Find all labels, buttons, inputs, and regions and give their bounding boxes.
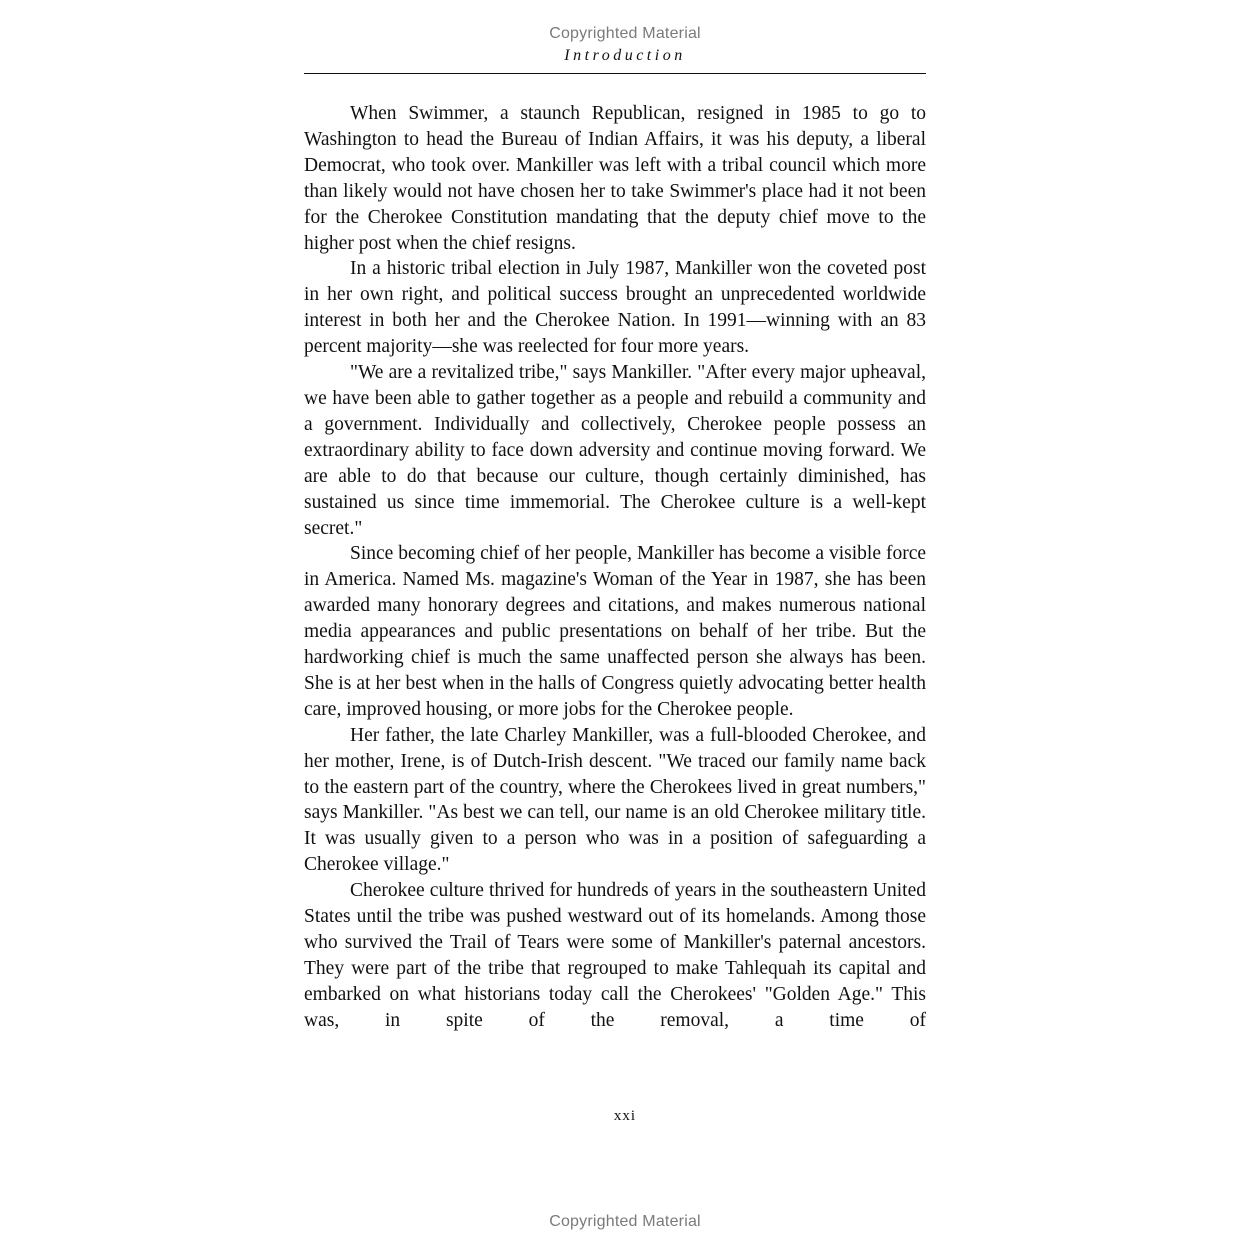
watermark-top: Copyrighted Material <box>549 25 701 42</box>
paragraph-last: Cherokee culture thrived for hundreds of years in the southeastern United States until the tribe was pushed westward out of its homelands. Among those who survived the Trail of Tears were some of Mankiller's paternal ancestors. They were part of the tribe that regrouped to make Tahlequah its capital and embarked on what historians today call the Cherokees' "Golden Age." This was, in spite of the removal, a time of <box>304 880 926 1031</box>
header-rule <box>304 73 926 74</box>
body-text <box>304 101 926 1034</box>
paragraph: Since becoming chief of her people, Mankiller has become a visible force in America. Named Ms. magazine's Woman of the Year in 1987, she has been awarded many honorary degrees and citations, and makes numerous national media appearances and public presentations on behalf of her tribe. But the hardworking chief is much the same unaffected person she always has been. She is at her best when in the halls of Congress quietly advocating better health care, improved housing, or more jobs for the Cherokee people. <box>304 543 926 720</box>
watermark-bottom: Copyrighted Material <box>549 1213 701 1230</box>
paragraph: In a historic tribal election in July 1987, Mankiller won the coveted post in her own right, and political success brought an unprecedented worldwide interest in both her and the Cherokee Nation. In 1991—winning with an 83 percent majority—she was reelected for four more years. <box>304 258 926 358</box>
page-number: xxi <box>613 1108 637 1124</box>
paragraph: Her father, the late Charley Mankiller, was a full-blooded Cherokee, and her mother, Irene, is of Dutch-Irish descent. "We traced our family name back to the eastern part of the country, where the Cherokees lived in great numbers," says Mankiller. "As best we can tell, our name is an old Cherokee military title. It was usually given to a person who was in a position of safeguarding a Cherokee village." <box>304 724 926 876</box>
paragraph: "We are a revitalized tribe," says Mankiller. "After every major upheaval, we have been able to gather together as a people and rebuild a community and a government. Individually and collectively, Cherokee people possess an extraordinary ability to face down adversity and continue moving forward. We are able to do that because our culture, though certainly diminished, has sustained us since time immemorial. The Cherokee culture is a well-kept secret." <box>304 362 926 539</box>
running-head: Introduction <box>564 47 686 64</box>
paragraph: When Swimmer, a staunch Republican, resigned in 1985 to go to Washington to head the Bureau of Indian Affairs, it was his deputy, a liberal Democrat, who took over. Mankiller was left with a tribal council which more than likely would not have chosen her to take Swimmer's place had it not been for the Cherokee Constitution mandating that the deputy chief move to the higher post when the chief resigns. <box>304 103 926 254</box>
